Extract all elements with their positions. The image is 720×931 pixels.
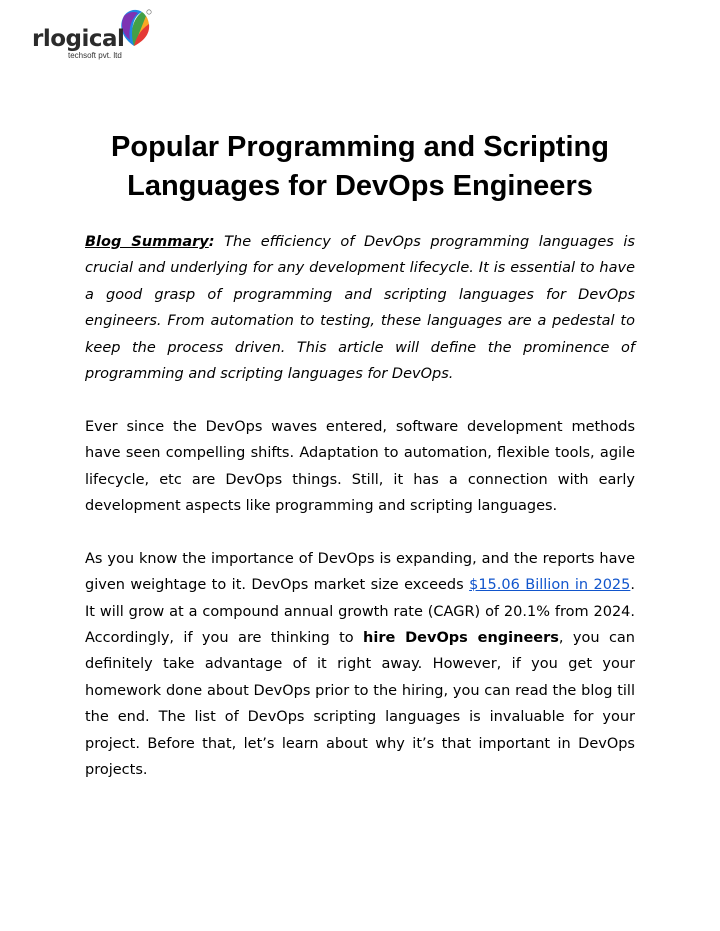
page-title: Popular Programming and Scripting Languages for DevOps Engineers [111,131,609,202]
paragraph-market-part2: . It will grow at a compound annual growth rate (CAGR) of 20.1% from 2024. Accordingly, if you are thinking to [85,577,635,647]
company-logo [28,8,158,64]
hire-devops-engineers-text: hire DevOps engineers [363,630,559,647]
market-size-link[interactable]: $15.06 Billion in 2025 [469,577,631,594]
blog-summary [85,229,635,387]
paragraph-intro: Ever since the DevOps waves entered, software development methods have seen compelling shifts. Adaptation to automation, flexible tools, agile lifecycle, etc are DevOps things. Still, it has a connection with early development aspects like programming and scripting languages. [85,418,635,515]
summary-colon: : [208,234,215,250]
summary-text: The efficiency of DevOps programming languages is crucial and underlying for any development lifecycle. It is essential to have a good grasp of programming and scripting languages for DevOps engineers. From automation to testing, these languages are a pedestal to keep the process driven. This article will define the prominence of programming and scripting languages for DevOps. [85,234,635,383]
summary-label: Blog Summary [85,234,209,250]
paragraph-market [85,546,635,784]
logo-tagline: techsoft pvt. ltd [68,51,122,60]
paragraph-market-part3: , you can definitely take advantage of it right away. However, if you get your homework done about DevOps prior to the hiring, you can read the blog till the end. The list of DevOps scripting languages is invaluable for your project. Before that, let’s learn about why it’s that important in DevOps projects. [85,630,635,779]
article-body [85,229,635,810]
paragraph-market-part1: As you know the importance of DevOps is expanding, and the reports have given weightage to it. DevOps market size exceeds [85,550,635,594]
logo-wordmark: rlogical [32,26,125,52]
